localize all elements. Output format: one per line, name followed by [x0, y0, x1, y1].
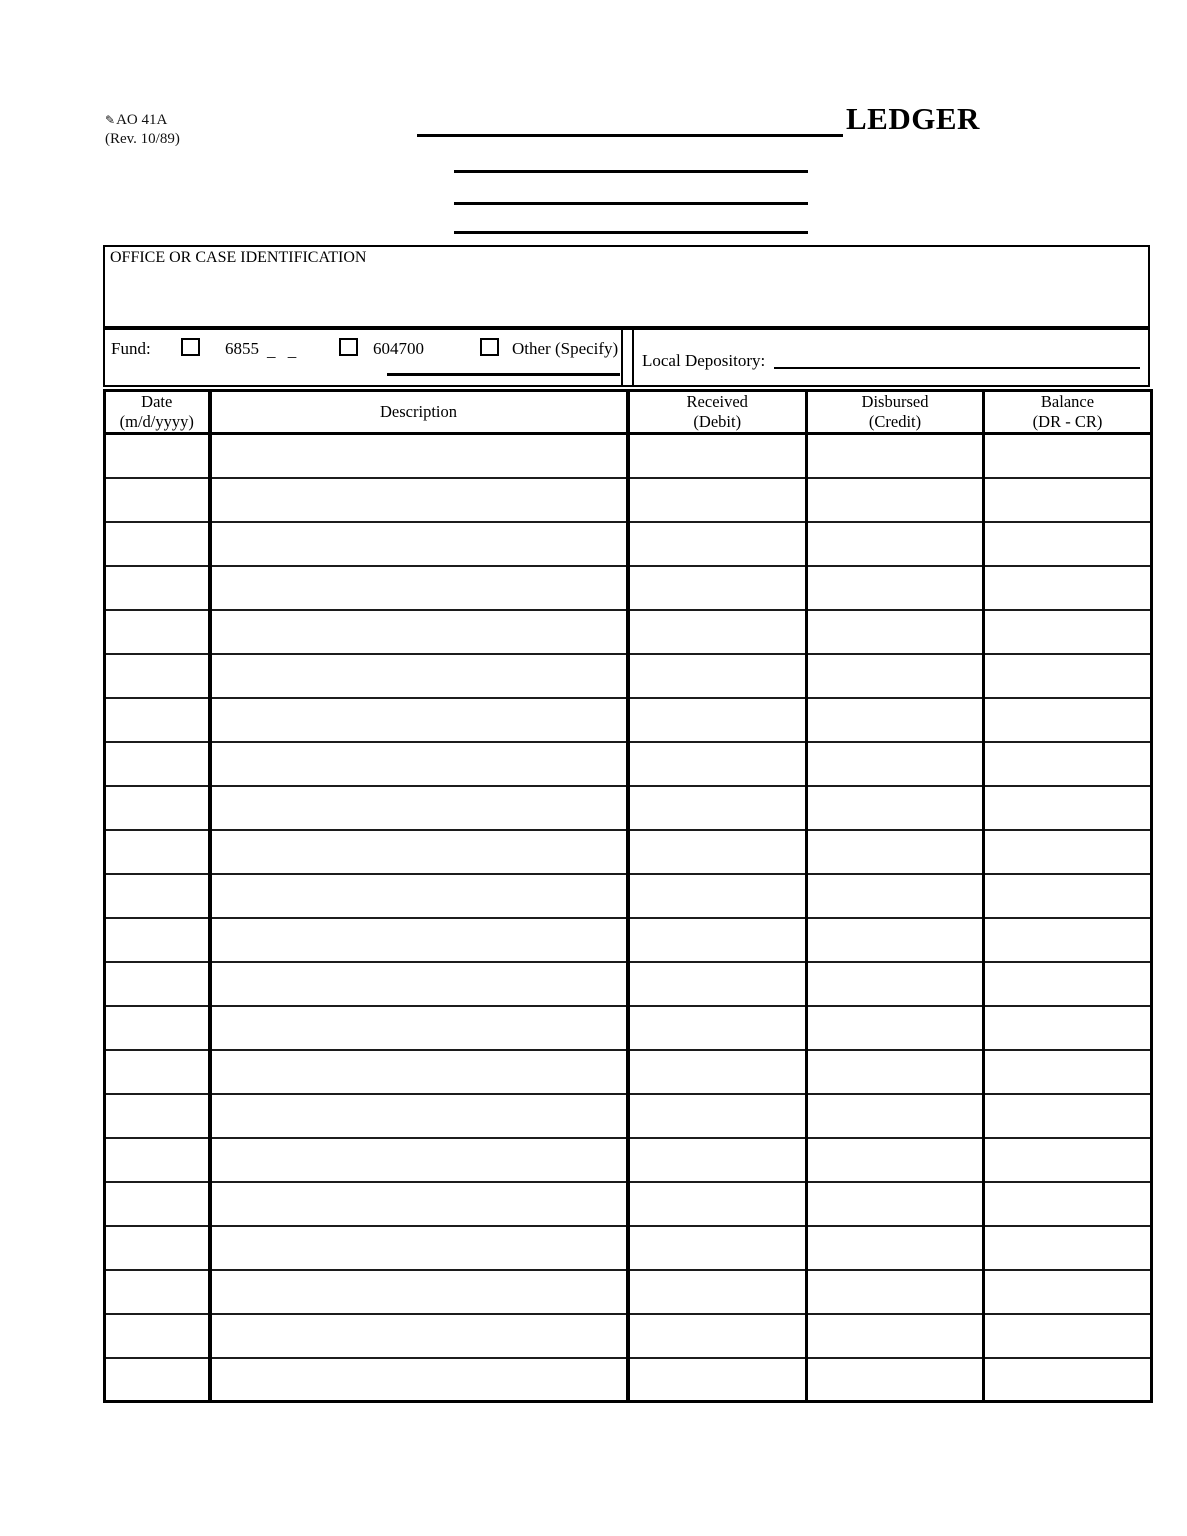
office-identification-box	[103, 245, 1150, 328]
ledger-cell[interactable]	[210, 434, 628, 478]
ledger-cell[interactable]	[807, 1182, 984, 1226]
column-header-date	[105, 391, 210, 434]
ledger-cell[interactable]	[984, 654, 1152, 698]
ledger-cell[interactable]	[105, 434, 210, 478]
ledger-cell[interactable]	[210, 478, 628, 522]
column-header-disbursed-line2: (Credit)	[868, 412, 922, 431]
ledger-cell[interactable]	[628, 566, 807, 610]
fund-section-divider	[623, 330, 632, 385]
ledger-cell[interactable]	[984, 1270, 1152, 1314]
ledger-cell[interactable]	[105, 654, 210, 698]
ledger-cell[interactable]	[628, 786, 807, 830]
ledger-cell[interactable]	[210, 1094, 628, 1138]
ledger-cell[interactable]	[628, 654, 807, 698]
column-header-received	[628, 391, 807, 434]
ledger-cell[interactable]	[210, 918, 628, 962]
ledger-cell[interactable]	[628, 1050, 807, 1094]
ledger-cell[interactable]	[807, 1050, 984, 1094]
form-number-text: AO 41A	[116, 112, 168, 128]
ledger-cell[interactable]	[807, 522, 984, 566]
ledger-cell[interactable]	[984, 918, 1152, 962]
ledger-cell[interactable]	[984, 786, 1152, 830]
ledger-cell[interactable]	[807, 1314, 984, 1358]
form-id-block	[105, 111, 180, 149]
ledger-cell[interactable]	[105, 610, 210, 654]
ledger-cell[interactable]	[105, 742, 210, 786]
ledger-cell[interactable]	[807, 610, 984, 654]
office-identification-label: OFFICE OR CASE IDENTIFICATION	[110, 249, 367, 266]
ledger-cell[interactable]	[105, 1006, 210, 1050]
table-row	[105, 962, 1152, 1006]
ledger-cell[interactable]	[105, 1094, 210, 1138]
fund-label: Fund:	[111, 339, 151, 358]
column-header-received-line1: Received	[686, 392, 748, 411]
ledger-cell[interactable]	[984, 1182, 1152, 1226]
table-row	[105, 786, 1152, 830]
local-depository-label: Local Depository:	[642, 351, 766, 370]
table-row	[105, 874, 1152, 918]
ledger-cell[interactable]	[984, 610, 1152, 654]
ledger-cell[interactable]	[105, 1270, 210, 1314]
ledger-cell[interactable]	[210, 1050, 628, 1094]
ledger-cell[interactable]	[210, 566, 628, 610]
ledger-cell[interactable]	[984, 698, 1152, 742]
column-header-date-line1: Date	[141, 392, 173, 411]
table-row	[105, 918, 1152, 962]
ledger-cell[interactable]	[984, 962, 1152, 1006]
ledger-cell[interactable]	[105, 1358, 210, 1402]
subtitle-write-line-2[interactable]	[454, 202, 808, 205]
ledger-cell[interactable]	[807, 566, 984, 610]
table-row	[105, 434, 1152, 478]
ledger-cell[interactable]	[628, 610, 807, 654]
ledger-cell[interactable]	[628, 1358, 807, 1402]
table-row	[105, 654, 1152, 698]
ledger-cell[interactable]	[105, 1314, 210, 1358]
ledger-cell[interactable]	[628, 698, 807, 742]
column-header-balance-line2: (DR - CR)	[1032, 412, 1103, 431]
header-row	[105, 391, 1152, 434]
ledger-cell[interactable]	[807, 742, 984, 786]
ledger-cell[interactable]	[628, 1138, 807, 1182]
subtitle-write-line-1[interactable]	[454, 170, 808, 173]
ledger-cell[interactable]	[210, 1314, 628, 1358]
table-row	[105, 566, 1152, 610]
table-row	[105, 698, 1152, 742]
ledger-cell[interactable]	[105, 1050, 210, 1094]
ledger-cell[interactable]	[105, 830, 210, 874]
ledger-cell[interactable]	[628, 830, 807, 874]
ledger-cell[interactable]	[105, 786, 210, 830]
ledger-cell[interactable]	[984, 1358, 1152, 1402]
ledger-cell[interactable]	[210, 610, 628, 654]
form-number	[105, 111, 180, 130]
fund-checkbox-604700[interactable]	[339, 338, 358, 356]
ledger-cell[interactable]	[984, 522, 1152, 566]
column-header-received-line2: (Debit)	[693, 412, 742, 431]
ledger-cell[interactable]	[105, 874, 210, 918]
ledger-cell[interactable]	[105, 698, 210, 742]
ledger-cell[interactable]	[984, 566, 1152, 610]
fund-option-6855-label: 6855	[225, 339, 259, 358]
ledger-cell[interactable]	[984, 478, 1152, 522]
table-row	[105, 742, 1152, 786]
ledger-cell[interactable]	[628, 1226, 807, 1270]
ledger-cell[interactable]	[984, 1006, 1152, 1050]
ledger-cell[interactable]	[984, 1138, 1152, 1182]
ledger-table-header	[105, 391, 1152, 434]
ledger-cell[interactable]	[210, 962, 628, 1006]
table-row	[105, 522, 1152, 566]
fund-option-604700-label: 604700	[373, 339, 424, 358]
ledger-cell[interactable]	[210, 1226, 628, 1270]
local-depository-write-line[interactable]	[774, 350, 1140, 369]
ledger-cell[interactable]	[984, 830, 1152, 874]
column-header-disbursed	[807, 391, 984, 434]
form-revision: (Rev. 10/89)	[105, 131, 180, 147]
ledger-cell[interactable]	[628, 1314, 807, 1358]
ledger-cell[interactable]	[628, 1094, 807, 1138]
fund-row	[103, 328, 1150, 387]
ledger-cell[interactable]	[807, 874, 984, 918]
pencil-icon: ✎	[105, 113, 116, 127]
column-header-description	[210, 391, 628, 434]
table-row	[105, 1050, 1152, 1094]
ledger-cell[interactable]	[628, 742, 807, 786]
ledger-cell[interactable]	[807, 434, 984, 478]
fund-option-6855-suffix[interactable]: _ _	[267, 341, 301, 360]
fund-checkbox-6855[interactable]	[181, 338, 200, 356]
local-depository-section	[632, 330, 1148, 385]
ledger-cell[interactable]	[210, 698, 628, 742]
ledger-cell[interactable]	[105, 918, 210, 962]
ledger-cell[interactable]	[210, 830, 628, 874]
ledger-cell[interactable]	[210, 786, 628, 830]
table-row	[105, 1006, 1152, 1050]
page-title: LEDGER	[846, 101, 980, 136]
ledger-cell[interactable]	[807, 962, 984, 1006]
ledger-cell[interactable]	[210, 874, 628, 918]
office-identification-input-area[interactable]	[107, 271, 1146, 324]
ledger-cell[interactable]	[984, 1050, 1152, 1094]
ledger-cell[interactable]	[807, 478, 984, 522]
column-header-balance	[984, 391, 1152, 434]
ledger-cell[interactable]	[105, 478, 210, 522]
ledger-cell[interactable]	[807, 654, 984, 698]
table-row	[105, 1314, 1152, 1358]
ledger-cell[interactable]	[105, 522, 210, 566]
ledger-cell[interactable]	[210, 654, 628, 698]
table-row	[105, 1138, 1152, 1182]
ledger-cell[interactable]	[105, 1182, 210, 1226]
table-row	[105, 1358, 1152, 1402]
ledger-cell[interactable]	[628, 522, 807, 566]
ledger-cell[interactable]	[807, 698, 984, 742]
ledger-cell[interactable]	[628, 434, 807, 478]
ledger-cell[interactable]	[807, 1270, 984, 1314]
ledger-cell[interactable]	[807, 786, 984, 830]
table-row	[105, 610, 1152, 654]
ledger-cell[interactable]	[210, 522, 628, 566]
fund-option-other-label: Other (Specify)	[512, 339, 619, 358]
ledger-cell[interactable]	[210, 742, 628, 786]
ledger-cell[interactable]	[628, 918, 807, 962]
title-write-line[interactable]	[417, 118, 843, 137]
ledger-cell[interactable]	[984, 434, 1152, 478]
fund-checkbox-other[interactable]	[480, 338, 499, 356]
column-header-date-line2: (m/d/yyyy)	[119, 412, 194, 431]
ledger-cell[interactable]	[628, 962, 807, 1006]
ledger-cell[interactable]	[628, 1182, 807, 1226]
ledger-cell[interactable]	[628, 1270, 807, 1314]
ledger-cell[interactable]	[807, 1358, 984, 1402]
ledger-cell[interactable]	[210, 1182, 628, 1226]
ledger-table-body	[105, 434, 1152, 1402]
ledger-cell[interactable]	[984, 1314, 1152, 1358]
ledger-cell[interactable]	[210, 1006, 628, 1050]
ledger-table	[103, 389, 1153, 1403]
ledger-cell[interactable]	[105, 962, 210, 1006]
ledger-cell[interactable]	[105, 1138, 210, 1182]
table-row	[105, 1094, 1152, 1138]
other-specify-write-line[interactable]	[387, 373, 620, 376]
ledger-cell[interactable]	[628, 478, 807, 522]
ledger-cell[interactable]	[628, 874, 807, 918]
ledger-cell[interactable]	[807, 1094, 984, 1138]
table-row	[105, 478, 1152, 522]
ledger-cell[interactable]	[984, 1094, 1152, 1138]
ledger-cell[interactable]	[628, 1006, 807, 1050]
table-row	[105, 830, 1152, 874]
ledger-cell[interactable]	[984, 742, 1152, 786]
ledger-cell[interactable]	[807, 1226, 984, 1270]
ledger-cell[interactable]	[807, 1006, 984, 1050]
column-header-description-line1: Description	[380, 402, 457, 421]
table-row	[105, 1182, 1152, 1226]
table-row	[105, 1270, 1152, 1314]
ledger-cell[interactable]	[210, 1138, 628, 1182]
ledger-cell[interactable]	[984, 1226, 1152, 1270]
ledger-cell[interactable]	[807, 918, 984, 962]
column-header-balance-line1: Balance	[1040, 392, 1095, 411]
ledger-cell[interactable]	[210, 1270, 628, 1314]
ledger-cell[interactable]	[105, 566, 210, 610]
ledger-cell[interactable]	[105, 1226, 210, 1270]
subtitle-write-line-3[interactable]	[454, 231, 808, 234]
ledger-cell[interactable]	[210, 1358, 628, 1402]
column-header-disbursed-line1: Disbursed	[861, 392, 929, 411]
ledger-cell[interactable]	[807, 1138, 984, 1182]
fund-section	[105, 330, 623, 385]
table-row	[105, 1226, 1152, 1270]
ledger-cell[interactable]	[984, 874, 1152, 918]
ledger-cell[interactable]	[807, 830, 984, 874]
